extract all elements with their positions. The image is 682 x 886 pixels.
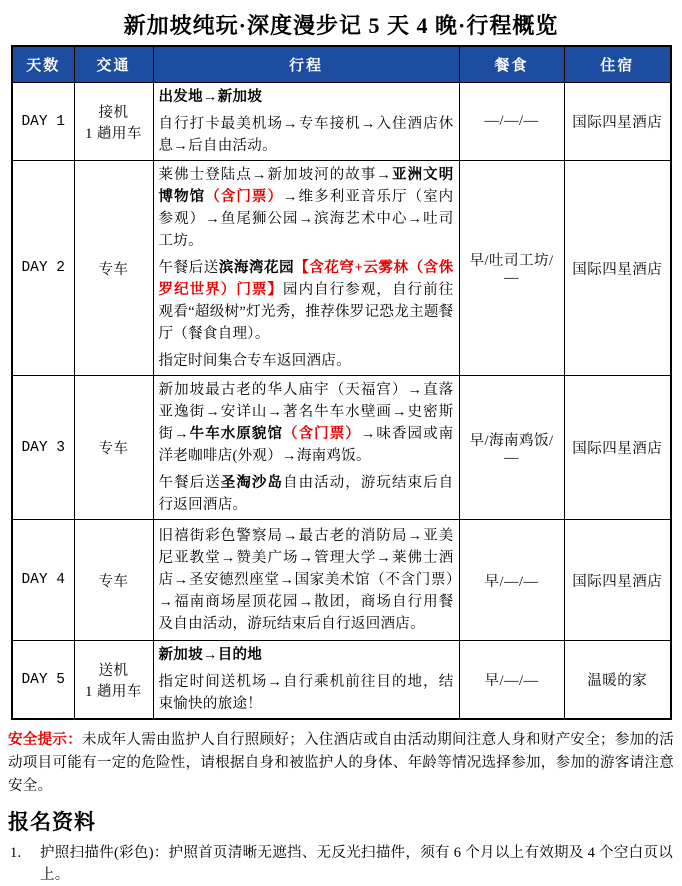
column-header: 天数 [12, 46, 74, 83]
meals-cell: 早/—/— [459, 641, 564, 720]
itinerary-table [11, 45, 672, 720]
day-cell: DAY 4 [12, 520, 74, 641]
day-cell: DAY 3 [12, 376, 74, 520]
table-row [12, 520, 671, 641]
signup-heading: 报名资料 [8, 810, 96, 834]
itinerary-paragraph: 指定时间集合专车返回酒店。 [158, 353, 351, 369]
hotel-cell: 国际四星酒店 [564, 376, 671, 520]
itinerary-paragraph: 指定时间送机场→自行乘机前往目的地，结束愉快的旅途！ [158, 674, 454, 712]
itinerary-cell [153, 83, 459, 161]
signup-item-number: 1. [10, 845, 22, 861]
day-cell: DAY 2 [12, 161, 74, 376]
safety-label: 安全提示： [8, 732, 82, 748]
meals-cell: —/—/— [459, 83, 564, 161]
itinerary-paragraph: 新加坡→目的地 [158, 647, 263, 663]
itinerary-paragraph: 午餐后送圣淘沙岛自由活动，游玩结束后自行返回酒店。 [158, 475, 454, 513]
day-cell: DAY 1 [12, 83, 74, 161]
meals-cell: 早/吐司工坊/— [459, 161, 564, 376]
page-title: 新加坡纯玩·深度漫步记 5 天 4 晚·行程概览 [123, 13, 559, 38]
transport-cell: 接机 1 趟用车 [74, 83, 153, 161]
signup-item-text: 护照扫描件(彩色)：护照首页清晰无遮挡、无反光扫描件，须有 6 个月以上有效期及 4 个空白页以上。 [40, 845, 674, 883]
hotel-cell: 国际四星酒店 [564, 161, 671, 376]
itinerary-paragraph: 莱佛士登陆点→新加坡河的故事→亚洲文明博物馆（含门票）→维多利亚音乐厅（室内参观）→鱼尾狮公园→滨海艺术中心→吐司工坊。 [158, 167, 454, 249]
itinerary-paragraph: 午餐后送滨海湾花园【含花穹+云雾林（含侏罗纪世界）门票】园内自行参观，自行前往观看“超级树”灯光秀，推荐侏罗记恐龙主题餐厅（餐食自理）。 [158, 260, 454, 342]
table-row [12, 641, 671, 720]
itinerary-cell [153, 520, 459, 641]
transport-cell: 专车 [74, 520, 153, 641]
itinerary-cell [153, 641, 459, 720]
signup-item [10, 842, 674, 886]
hotel-cell: 温暖的家 [564, 641, 671, 720]
transport-cell: 专车 [74, 161, 153, 376]
column-header: 住宿 [564, 46, 671, 83]
safety-note [8, 729, 674, 798]
transport-cell: 送机 1 趟用车 [74, 641, 153, 720]
itinerary-paragraph: 出发地→新加坡 [158, 89, 263, 105]
table-row [12, 161, 671, 376]
itinerary-cell [153, 161, 459, 376]
hotel-cell: 国际四星酒店 [564, 520, 671, 641]
table-body [12, 83, 671, 720]
column-header: 餐食 [459, 46, 564, 83]
meals-cell: 早/海南鸡饭/— [459, 376, 564, 520]
transport-cell: 专车 [74, 376, 153, 520]
itinerary-paragraph: 新加坡最古老的华人庙宇（天福宫）→直落亚逸街→安详山→著名牛车水壁画→史密斯街→牛车水原貌馆（含门票）→味香园或南洋老咖啡店(外观）→海南鸡饭。 [158, 382, 454, 464]
table-row [12, 376, 671, 520]
table-header-row [12, 46, 671, 83]
day-cell: DAY 5 [12, 641, 74, 720]
column-header: 行程 [153, 46, 459, 83]
itinerary-paragraph: 旧禧街彩色警察局→最古老的消防局→亚美尼亚教堂→赞美广场→管理大学→莱佛士酒店→圣安德烈座堂→国家美术馆（不含门票）→福南商场屋顶花园→散团，商场自行用餐及自由活动，游玩结束后自行返回酒店。 [158, 528, 454, 632]
hotel-cell: 国际四星酒店 [564, 83, 671, 161]
table-row [12, 83, 671, 161]
column-header: 交通 [74, 46, 153, 83]
itinerary-paragraph: 自行打卡最美机场→专车接机→入住酒店休息→后自由活动。 [158, 116, 454, 154]
itinerary-cell [153, 376, 459, 520]
signup-items [0, 842, 682, 886]
safety-text: 未成年人需由监护人自行照顾好；入住酒店或自由活动期间注意人身和财产安全；参加的活动项目可能有一定的危险性，请根据自身和被监护人的身体、年龄等情况选择参加，参加的游客请注意安全。 [8, 732, 674, 794]
meals-cell: 早/—/— [459, 520, 564, 641]
